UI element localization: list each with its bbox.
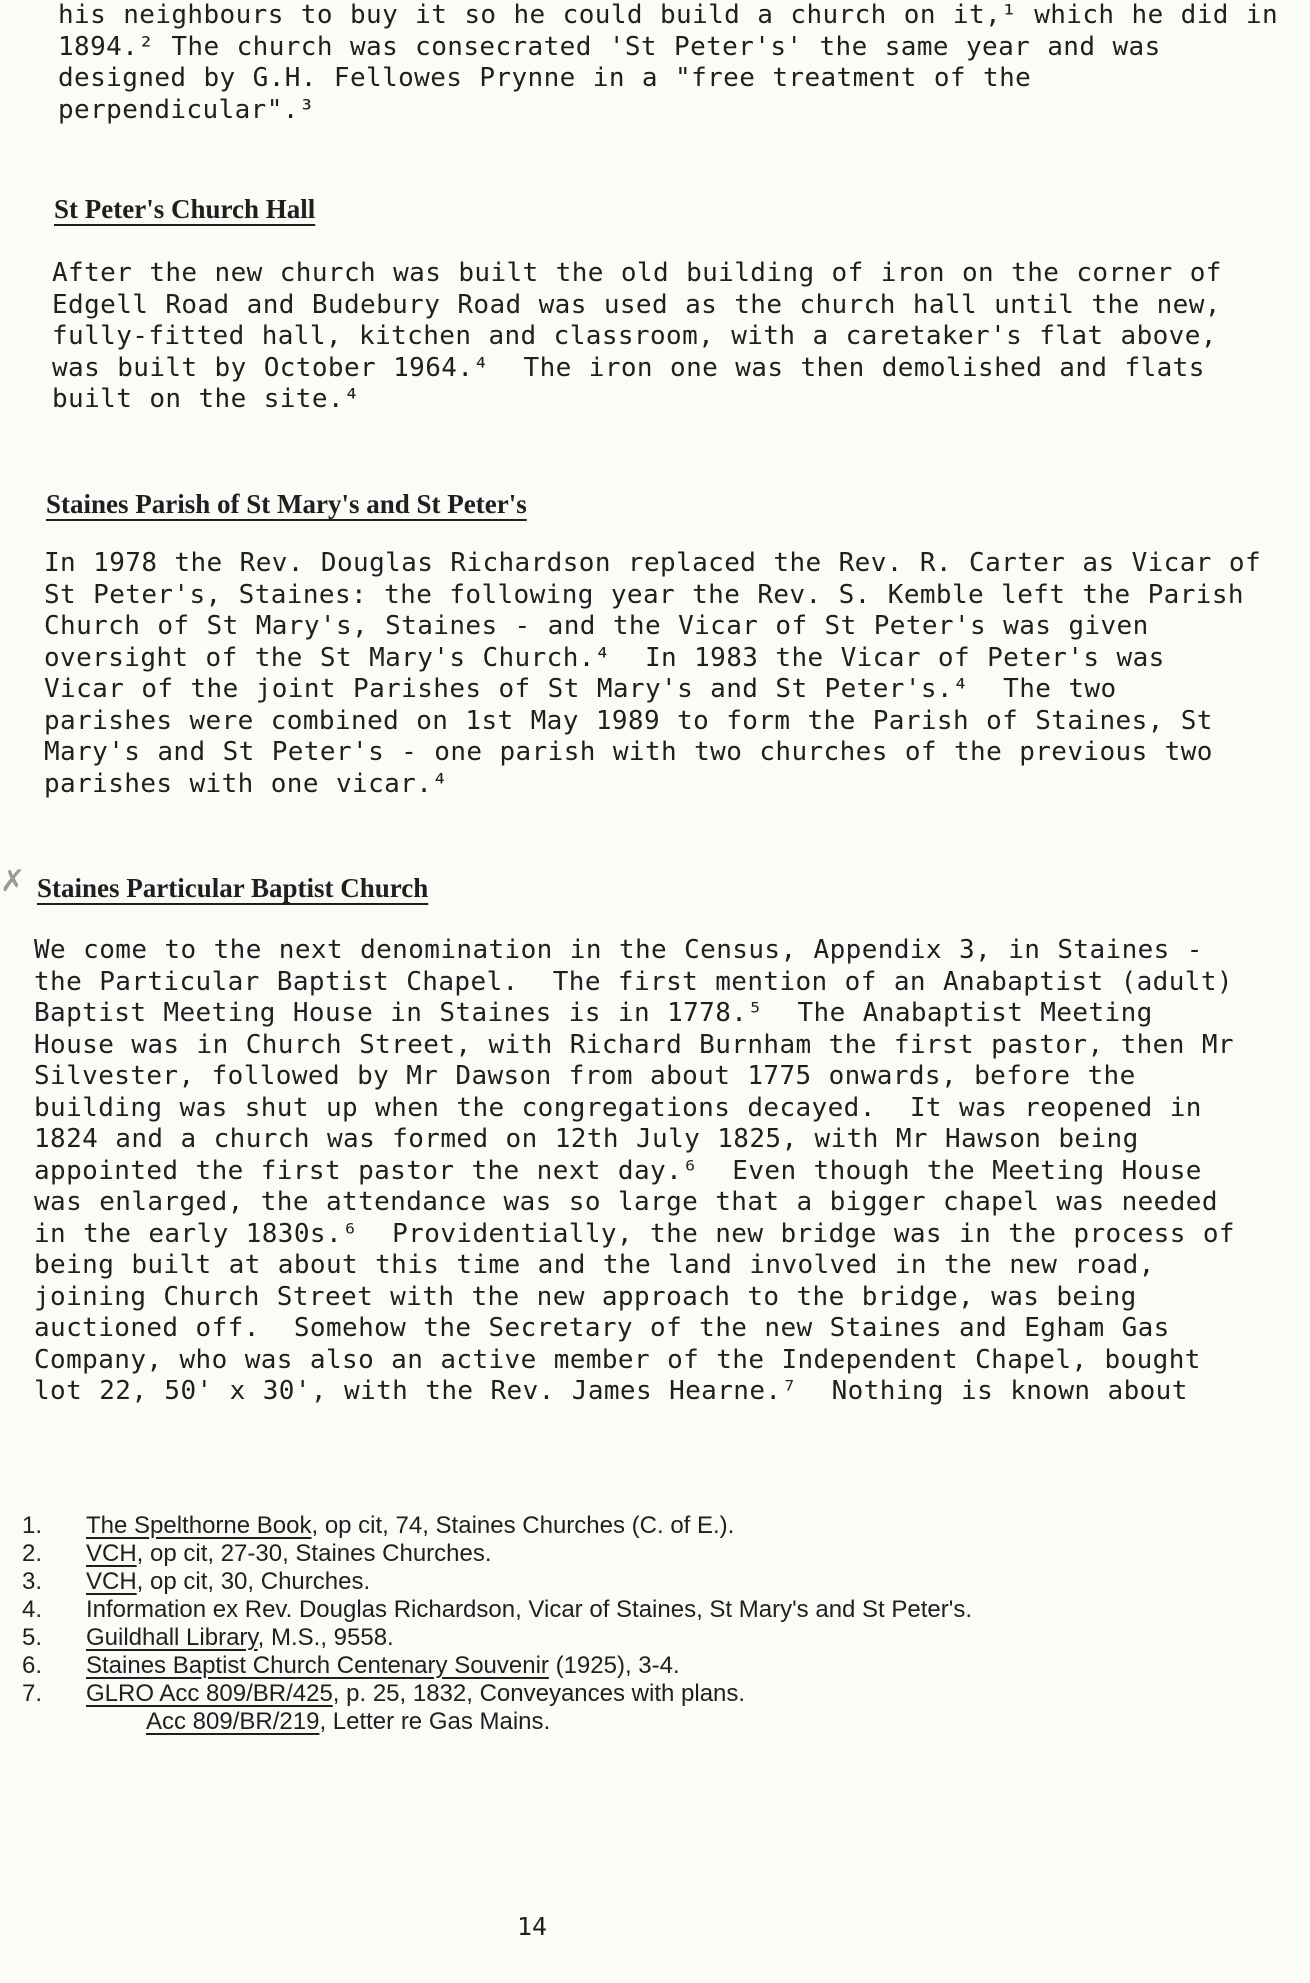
footnotes-list — [22, 1512, 1022, 1736]
footnote-item — [22, 1568, 1022, 1596]
footnote-number: 2. — [22, 1540, 43, 1567]
footnote-text: , op cit, 74, Staines Churches (C. of E.). — [311, 1512, 735, 1539]
footnote-reference: The Spelthorne Book — [86, 1512, 312, 1539]
footnote-item — [22, 1540, 1022, 1568]
footnote-number: 1. — [22, 1512, 43, 1539]
footnote-number: 7. — [22, 1680, 43, 1707]
footnote-number: 3. — [22, 1568, 43, 1595]
margin-mark: ✗ — [0, 864, 26, 899]
footnote-reference: Staines Baptist Church Centenary Souvenir — [86, 1652, 549, 1679]
footnote-text: , Letter re Gas Mains. — [319, 1708, 551, 1735]
footnote-reference: Guildhall Library — [86, 1624, 258, 1651]
footnote-reference: Acc 809/BR/219 — [146, 1708, 320, 1735]
footnote-text: , op cit, 27-30, Staines Churches. — [136, 1540, 492, 1567]
church-hall-paragraph: After the new church was built the old building of iron on the corner of Edgell Road and Budebury Road was used as the church hall until the new, fully-fitted hall, kitchen and classroom, with a caretaker's flat above, was built by October 1964.⁴ The iron one was then demolished and flats built on the site.⁴ — [52, 258, 1222, 414]
footnote-reference: GLRO Acc 809/BR/425 — [86, 1680, 333, 1707]
footnote-item — [22, 1624, 1022, 1652]
footnote-text: , op cit, 30, Churches. — [136, 1568, 371, 1595]
footnote-item — [22, 1512, 1022, 1540]
page-number: 14 — [517, 1912, 548, 1941]
footnote-text: , M.S., 9558. — [257, 1624, 394, 1651]
footnote-item — [22, 1596, 986, 1624]
baptist-church-paragraph: We come to the next denomination in the Census, Appendix 3, in Staines - the Particular Baptist Chapel. The first mention of an Anabaptist (adult) Baptist Meeting House in Staines is in 1778.⁵ The Anabaptist Meeting House was in Church Street, with Richard Burnham the first pastor, then Mr Silvester, followed by Mr Dawson from about 1775 onwards, before the building was shut up when the congregations decayed. It was reopened in 1824 and a church was formed on 12th July 1825, with Mr Hawson being appointed the first pastor the next day.⁶ Even though the Meeting House was enlarged, the attendance was so large that a bigger chapel was needed in the early 1830s.⁶ Providentially, the new bridge was in the process of being built at about this time and the land involved in the new road, joining Church Street with the new approach to the bridge, was being auctioned off. Somehow the Secretary of the new Staines and Egham Gas Company, who was also an active member of the Independent Chapel, bought lot 22, 50' x 30', with the Rev. James Hearne.⁷ Nothing is known about — [34, 935, 1235, 1406]
footnote-continuation — [86, 1708, 1022, 1736]
staines-parish-paragraph: In 1978 the Rev. Douglas Richardson replaced the Rev. R. Carter as Vicar of St Peter's, Staines: the following year the Rev. S. Kemble left the Parish Church of St Mary's, Staines - and the Vicar of St Peter's was given oversight of the St Mary's Church.⁴ In 1983 the Vicar of Peter's was Vicar of the joint Parishes of St Mary's and St Peter's.⁴ The two parishes were combined on 1st May 1989 to form the Parish of Staines, St Mary's and St Peter's - one parish with two churches of the previous two parishes with one vicar.⁴ — [44, 548, 1261, 799]
footnote-number: 4. — [22, 1596, 43, 1623]
footnote-reference: VCH — [86, 1568, 137, 1595]
footnote-text: (1925), 3-4. — [548, 1652, 680, 1679]
heading-baptist-church: Staines Particular Baptist Church — [37, 873, 429, 903]
footnote-item — [22, 1680, 1022, 1736]
footnote-text: Information ex Rev. Douglas Richardson, Vicar of Staines, St Mary's and St Peter's. — [86, 1596, 973, 1623]
footnote-number: 5. — [22, 1624, 43, 1651]
heading-staines-parish: Staines Parish of St Mary's and St Peter's — [46, 489, 527, 519]
footnote-number: 6. — [22, 1652, 43, 1679]
intro-paragraph: his neighbours to buy it so he could build a church on it,¹ which he did in 1894.² The church was consecrated 'St Peter's' the same year and was designed by G.H. Fellowes Prynne in a "free treatment of the perpendicular".³ — [58, 0, 1278, 125]
footnote-reference: VCH — [86, 1540, 137, 1567]
footnote-text: , p. 25, 1832, Conveyances with plans. — [332, 1680, 746, 1707]
footnote-item — [22, 1652, 1022, 1680]
heading-church-hall: St Peter's Church Hall — [54, 194, 316, 224]
